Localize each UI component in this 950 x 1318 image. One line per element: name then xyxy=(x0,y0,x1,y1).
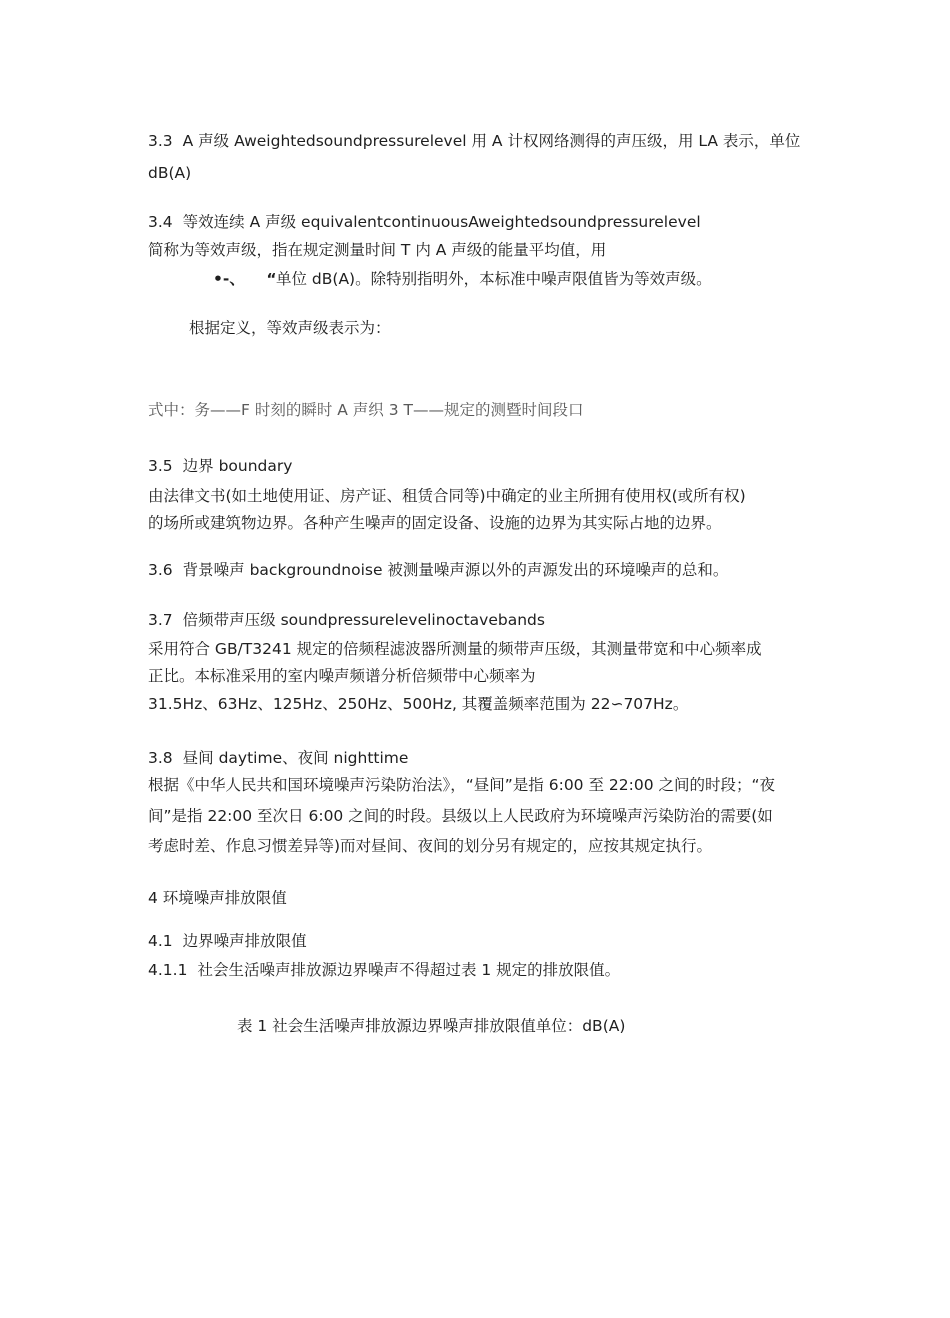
section-number: 3.4 xyxy=(148,213,173,231)
section-title: 倍频带声压级 soundpressurelevelinoctavebands xyxy=(182,611,545,629)
section-4-1-title xyxy=(148,931,307,951)
section-number: 3.5 xyxy=(148,457,173,475)
section-3-5-title xyxy=(148,456,292,476)
section-4-heading: 4 环境噪声排放限值 xyxy=(148,889,287,907)
section-number: 3.8 xyxy=(148,749,173,767)
section-3-3-line-2: dB(A) xyxy=(148,164,192,182)
section-text: A 声级 Aweightedsoundpressurelevel 用 A 计权网络测得的声压级，用 LA 表示，单位 xyxy=(182,132,801,150)
section-3-4-line-3: 根据定义，等效声级表示为： xyxy=(189,319,391,337)
section-3-8-line-1: 根据《中华人民共和国环境噪声污染防治法》，“昼间”是指 6:00 至 22:00 之间的时段；“夜 xyxy=(148,776,776,794)
section-title: 边界噪声排放限值 xyxy=(182,932,307,950)
section-3-4-line-1: 简称为等效声级，指在规定测量时间 T 内 A 声级的能量平均值，用 xyxy=(148,241,607,259)
section-3-4-where-line: 式中：务——F 时刻的瞬时 A 声织 3 T——规定的测暨时间段口 xyxy=(148,401,584,419)
section-3-4-line-2 xyxy=(213,269,712,289)
section-3-5-line-2: 的场所或建筑物边界。各种产生噪声的固定设备、设施的边界为其实际占地的边界。 xyxy=(148,514,722,532)
section-3-7-line-2: 正比。本标准采用的室内噪声频谱分析倍频带中心频率为 xyxy=(148,667,536,685)
section-text: 背景噪声 backgroundnoise 被测量噪声源以外的声源发出的环境噪声的总和。 xyxy=(182,561,729,579)
section-3-7-line-3: 31.5Hz、63Hz、125Hz、250Hz、500Hz, 其覆盖频率范围为 22∽707Hz。 xyxy=(148,695,689,713)
section-3-3-line-1 xyxy=(148,131,800,151)
section-title: 等效连续 A 声级 equivalentcontinuousAweightedsoundpressurelevel xyxy=(182,213,701,231)
section-4-1-1-line xyxy=(148,960,620,980)
section-text: 社会生活噪声排放源边界噪声不得超过表 1 规定的排放限值。 xyxy=(197,961,621,979)
section-3-8-line-3: 考虑时差、作息习惯差异等)而对昼间、夜间的划分另有规定的，应按其规定执行。 xyxy=(148,837,713,855)
section-title: 昼间 daytime、夜间 nighttime xyxy=(182,749,409,767)
section-3-6-line-1 xyxy=(148,560,728,580)
section-title: 边界 boundary xyxy=(182,457,293,475)
section-number: 4.1 xyxy=(148,932,173,950)
table-1-caption: 表 1 社会生活噪声排放源边界噪声排放限值单位：dB(A) xyxy=(237,1017,626,1035)
section-3-7-line-1: 采用符合 GB/T3241 规定的倍频程滤波器所测量的频带声压级，其测量带宽和中心频率成 xyxy=(148,640,762,658)
section-3-4-title xyxy=(148,212,701,232)
section-3-5-line-1: 由法律文书(如土地使用证、房产证、租赁合同等)中确定的业主所拥有使用权(或所有权) xyxy=(148,487,746,505)
section-number: 4.1.1 xyxy=(148,961,188,979)
formula-fragment: •-、 “ xyxy=(213,270,277,288)
section-3-8-title xyxy=(148,748,408,768)
section-3-7-title xyxy=(148,610,545,630)
section-number: 3.3 xyxy=(148,132,173,150)
section-number: 3.6 xyxy=(148,561,173,579)
section-number: 3.7 xyxy=(148,611,173,629)
section-text: 单位 dB(A)。除特别指明外，本标准中噪声限值皆为等效声级。 xyxy=(276,270,712,288)
section-3-8-line-2: 间”是指 22:00 至次日 6:00 之间的时段。县级以上人民政府为环境噪声污染防治的需要(如 xyxy=(148,807,773,825)
